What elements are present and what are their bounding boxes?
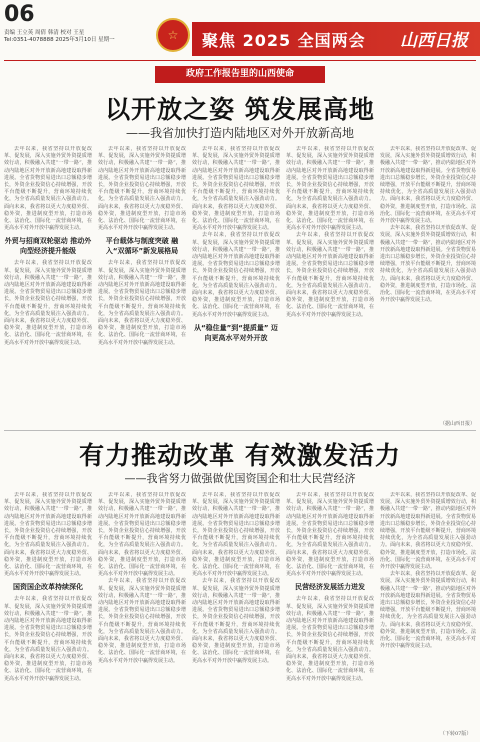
section-banner: [192, 22, 480, 56]
article1-source: （据山西日报）: [440, 421, 476, 427]
article1-column-5: [380, 146, 476, 416]
body-paragraph: 去年以来，我省坚持以开放促改革、促发展，深入实施外贸外资提质增效行动，积极融入共建“一带一路”，推动内陆地区对外开放新高地建设取得新进展。全省货物贸易进出口总额稳步增长，外资企业投资信心持续增强，开放平台能级不断提升，营商环境持续优化，为全省高质量发展注入强劲动力。面向未来，我省将以更大力度稳外贸、稳外资，推进制度型开放，打造市场化、法治化、国际化一流营商环境，在更高水平对外开放中赢得发展主动。: [380, 492, 476, 571]
body-paragraph: 去年以来，我省坚持以开放促改革、促发展，深入实施外贸外资提质增效行动，积极融入共建“一带一路”，推动内陆地区对外开放新高地建设取得新进展。全省货物贸易进出口总额稳步增长，外资企业投资信心持续增强，开放平台能级不断提升，营商环境持续优化，为全省高质量发展注入强劲动力。面向未来，我省将以更大力度稳外贸、稳外资，推进制度型开放，打造市场化、法治化、国际化一流营商环境，在更高水平对外开放中赢得发展主动。: [192, 232, 280, 318]
header-rule: [4, 60, 476, 61]
national-emblem-icon: [156, 18, 190, 52]
article1-column-2: [98, 146, 186, 426]
newspaper-brand-logo: 山西日报: [400, 31, 468, 51]
article2-subhead-1: 国资国企改革持续深化: [13, 583, 83, 592]
article1-subheadline: ——我省加快打造内陆地区对外开放新高地: [125, 126, 354, 140]
article1-headline: 以开放之姿 筑发展高地: [105, 95, 375, 124]
body-paragraph: 去年以来，我省坚持以开放促改革、促发展，深入实施外贸外资提质增效行动，积极融入共建“一带一路”，推动内陆地区对外开放新高地建设取得新进展。全省货物贸易进出口总额稳步增长，外资企业投资信心持续增强，开放平台能级不断提升，营商环境持续优化，为全省高质量发展注入强劲动力。面向未来，我省将以更大力度稳外贸、稳外资，推进制度型开放，打造市场化、法治化、国际化一流营商环境，在更高水平对外开放中赢得发展主动。: [4, 146, 92, 232]
emblem-star-icon: ☆: [167, 28, 179, 42]
article1-column-4: [286, 146, 374, 426]
article2-column-5: [380, 492, 476, 728]
banner-title: 聚焦 2025 全国两会: [202, 31, 366, 50]
article1-column-1: [4, 146, 92, 426]
editor-credits: [4, 30, 164, 44]
body-paragraph: 去年以来，我省坚持以开放促改革、促发展，深入实施外贸外资提质增效行动，积极融入共建“一带一路”，推动内陆地区对外开放新高地建设取得新进展。全省货物贸易进出口总额稳步增长，外资企业投资信心持续增强，开放平台能级不断提升，营商环境持续优化，为全省高质量发展注入强劲动力。面向未来，我省将以更大力度稳外贸、稳外资，推进制度型开放，打造市场化、法治化、国际化一流营商环境，在更高水平对外开放中赢得发展主动。: [380, 146, 476, 225]
article2-column-3: [192, 492, 280, 737]
article2-column-2: [98, 492, 186, 737]
body-paragraph: 去年以来，我省坚持以开放促改革、促发展，深入实施外贸外资提质增效行动，积极融入共建“一带一路”，推动内陆地区对外开放新高地建设取得新进展。全省货物贸易进出口总额稳步增长，外资企业投资信心持续增强，开放平台能级不断提升，营商环境持续优化，为全省高质量发展注入强劲动力。面向未来，我省将以更大力度稳外贸、稳外资，推进制度型开放，打造市场化、法治化、国际化一流营商环境，在更高水平对外开放中赢得发展主动。: [286, 146, 374, 232]
body-paragraph: 去年以来，我省坚持以开放促改革、促发展，深入实施外贸外资提质增效行动，积极融入共建“一带一路”，推动内陆地区对外开放新高地建设取得新进展。全省货物贸易进出口总额稳步增长，外资企业投资信心持续增强，开放平台能级不断提升，营商环境持续优化，为全省高质量发展注入强劲动力。面向未来，我省将以更大力度稳外贸、稳外资，推进制度型开放，打造市场化、法治化、国际化一流营商环境，在更高水平对外开放中赢得发展主动。: [4, 260, 92, 346]
body-paragraph: 去年以来，我省坚持以开放促改革、促发展，深入实施外贸外资提质增效行动，积极融入共建“一带一路”，推动内陆地区对外开放新高地建设取得新进展。全省货物贸易进出口总额稳步增长，外资企业投资信心持续增强，开放平台能级不断提升，营商环境持续优化，为全省高质量发展注入强劲动力。面向未来，我省将以更大力度稳外贸、稳外资，推进制度型开放，打造市场化、法治化、国际化一流营商环境，在更高水平对外开放中赢得发展主动。: [192, 578, 280, 664]
article1-column-3: [192, 146, 280, 426]
continued-note: （下转07版）: [440, 731, 472, 737]
body-paragraph: 去年以来，我省坚持以开放促改革、促发展，深入实施外贸外资提质增效行动，积极融入共建“一带一路”，推动内陆地区对外开放新高地建设取得新进展。全省货物贸易进出口总额稳步增长，外资企业投资信心持续增强，开放平台能级不断提升，营商环境持续优化，为全省高质量发展注入强劲动力。面向未来，我省将以更大力度稳外贸、稳外资，推进制度型开放，打造市场化、法治化、国际化一流营商环境，在更高水平对外开放中赢得发展主动。: [286, 596, 374, 682]
body-paragraph: 去年以来，我省坚持以开放促改革、促发展，深入实施外贸外资提质增效行动，积极融入共建“一带一路”，推动内陆地区对外开放新高地建设取得新进展。全省货物贸易进出口总额稳步增长，外资企业投资信心持续增强，开放平台能级不断提升，营商环境持续优化，为全省高质量发展注入强劲动力。面向未来，我省将以更大力度稳外贸、稳外资，推进制度型开放，打造市场化、法治化、国际化一流营商环境，在更高水平对外开放中赢得发展主动。: [192, 146, 280, 232]
body-paragraph: 去年以来，我省坚持以开放促改革、促发展，深入实施外贸外资提质增效行动，积极融入共建“一带一路”，推动内陆地区对外开放新高地建设取得新进展。全省货物贸易进出口总额稳步增长，外资企业投资信心持续增强，开放平台能级不断提升，营商环境持续优化，为全省高质量发展注入强劲动力。面向未来，我省将以更大力度稳外贸、稳外资，推进制度型开放，打造市场化、法治化、国际化一流营商环境，在更高水平对外开放中赢得发展主动。: [98, 578, 186, 664]
article1-section-tag: 政府工作报告里的山西使命: [155, 66, 325, 83]
article2-headline: 有力推动改革 有效激发活力: [79, 441, 401, 470]
body-paragraph: 去年以来，我省坚持以开放促改革、促发展，深入实施外贸外资提质增效行动，积极融入共建“一带一路”，推动内陆地区对外开放新高地建设取得新进展。全省货物贸易进出口总额稳步增长，外资企业投资信心持续增强，开放平台能级不断提升，营商环境持续优化，为全省高质量发展注入强劲动力。面向未来，我省将以更大力度稳外贸、稳外资，推进制度型开放，打造市场化、法治化、国际化一流营商环境，在更高水平对外开放中赢得发展主动。: [192, 492, 280, 578]
body-paragraph: 去年以来，我省坚持以开放促改革、促发展，深入实施外贸外资提质增效行动，积极融入共建“一带一路”，推动内陆地区对外开放新高地建设取得新进展。全省货物贸易进出口总额稳步增长，外资企业投资信心持续增强，开放平台能级不断提升，营商环境持续优化，为全省高质量发展注入强劲动力。面向未来，我省将以更大力度稳外贸、稳外资，推进制度型开放，打造市场化、法治化、国际化一流营商环境，在更高水平对外开放中赢得发展主动。: [380, 225, 476, 304]
page-number: 06: [4, 2, 35, 27]
body-paragraph: 去年以来，我省坚持以开放促改革、促发展，深入实施外贸外资提质增效行动，积极融入共建“一带一路”，推动内陆地区对外开放新高地建设取得新进展。全省货物贸易进出口总额稳步增长，外资企业投资信心持续增强，开放平台能级不断提升，营商环境持续优化，为全省高质量发展注入强劲动力。面向未来，我省将以更大力度稳外贸、稳外资，推进制度型开放，打造市场化、法治化、国际化一流营商环境，在更高水平对外开放中赢得发展主动。: [4, 492, 92, 578]
contact-line: Tel:0351-4078888 2025年3月10日 星期一: [4, 37, 115, 43]
body-paragraph: 去年以来，我省坚持以开放促改革、促发展，深入实施外贸外资提质增效行动，积极融入共建“一带一路”，推动内陆地区对外开放新高地建设取得新进展。全省货物贸易进出口总额稳步增长，外资企业投资信心持续增强，开放平台能级不断提升，营商环境持续优化，为全省高质量发展注入强劲动力。面向未来，我省将以更大力度稳外贸、稳外资，推进制度型开放，打造市场化、法治化、国际化一流营商环境，在更高水平对外开放中赢得发展主动。: [98, 492, 186, 578]
article2-column-4: [286, 492, 374, 737]
article2-subheadline: ——我省努力做强做优国资国企和壮大民营经济: [124, 472, 356, 485]
page-header: [0, 0, 480, 62]
article2-column-1: [4, 492, 92, 737]
body-paragraph: 去年以来，我省坚持以开放促改革、促发展，深入实施外贸外资提质增效行动，积极融入共建“一带一路”，推动内陆地区对外开放新高地建设取得新进展。全省货物贸易进出口总额稳步增长，外资企业投资信心持续增强，开放平台能级不断提升，营商环境持续优化，为全省高质量发展注入强劲动力。面向未来，我省将以更大力度稳外贸、稳外资，推进制度型开放，打造市场化、法治化、国际化一流营商环境，在更高水平对外开放中赢得发展主动。: [98, 146, 186, 232]
article-divider: [4, 430, 476, 431]
body-paragraph: 去年以来，我省坚持以开放促改革、促发展，深入实施外贸外资提质增效行动，积极融入共建“一带一路”，推动内陆地区对外开放新高地建设取得新进展。全省货物贸易进出口总额稳步增长，外资企业投资信心持续增强，开放平台能级不断提升，营商环境持续优化，为全省高质量发展注入强劲动力。面向未来，我省将以更大力度稳外贸、稳外资，推进制度型开放，打造市场化、法治化、国际化一流营商环境，在更高水平对外开放中赢得发展主动。: [98, 260, 186, 346]
body-paragraph: 去年以来，我省坚持以开放促改革、促发展，深入实施外贸外资提质增效行动，积极融入共建“一带一路”，推动内陆地区对外开放新高地建设取得新进展。全省货物贸易进出口总额稳步增长，外资企业投资信心持续增强，开放平台能级不断提升，营商环境持续优化，为全省高质量发展注入强劲动力。面向未来，我省将以更大力度稳外贸、稳外资，推进制度型开放，打造市场化、法治化、国际化一流营商环境，在更高水平对外开放中赢得发展主动。: [286, 492, 374, 578]
article2-subhead-2: 民营经济发展活力迸发: [295, 583, 365, 592]
body-paragraph: 去年以来，我省坚持以开放促改革、促发展，深入实施外贸外资提质增效行动，积极融入共建“一带一路”，推动内陆地区对外开放新高地建设取得新进展。全省货物贸易进出口总额稳步增长，外资企业投资信心持续增强，开放平台能级不断提升，营商环境持续优化，为全省高质量发展注入强劲动力。面向未来，我省将以更大力度稳外贸、稳外资，推进制度型开放，打造市场化、法治化、国际化一流营商环境，在更高水平对外开放中赢得发展主动。: [4, 596, 92, 682]
editors-line: 责编 王立英 周倩 韩清 校对 王星: [4, 30, 85, 36]
article1-subhead-3: 从“稳住量”到“提质量” 迈向更高水平对外开放: [194, 323, 278, 342]
article1-subhead-2: 平台载体与制度突破 融入“双循环”新发展格局: [105, 237, 179, 256]
article1-subhead-1: 外贸与招商双轮驱动 推动外向型经济提升能级: [4, 237, 92, 256]
body-paragraph: 去年以来，我省坚持以开放促改革、促发展，深入实施外贸外资提质增效行动，积极融入共建“一带一路”，推动内陆地区对外开放新高地建设取得新进展。全省货物贸易进出口总额稳步增长，外资企业投资信心持续增强，开放平台能级不断提升，营商环境持续优化，为全省高质量发展注入强劲动力。面向未来，我省将以更大力度稳外贸、稳外资，推进制度型开放，打造市场化、法治化、国际化一流营商环境，在更高水平对外开放中赢得发展主动。: [286, 232, 374, 318]
body-paragraph: 去年以来，我省坚持以开放促改革、促发展，深入实施外贸外资提质增效行动，积极融入共建“一带一路”，推动内陆地区对外开放新高地建设取得新进展。全省货物贸易进出口总额稳步增长，外资企业投资信心持续增强，开放平台能级不断提升，营商环境持续优化，为全省高质量发展注入强劲动力。面向未来，我省将以更大力度稳外贸、稳外资，推进制度型开放，打造市场化、法治化、国际化一流营商环境，在更高水平对外开放中赢得发展主动。: [380, 571, 476, 650]
